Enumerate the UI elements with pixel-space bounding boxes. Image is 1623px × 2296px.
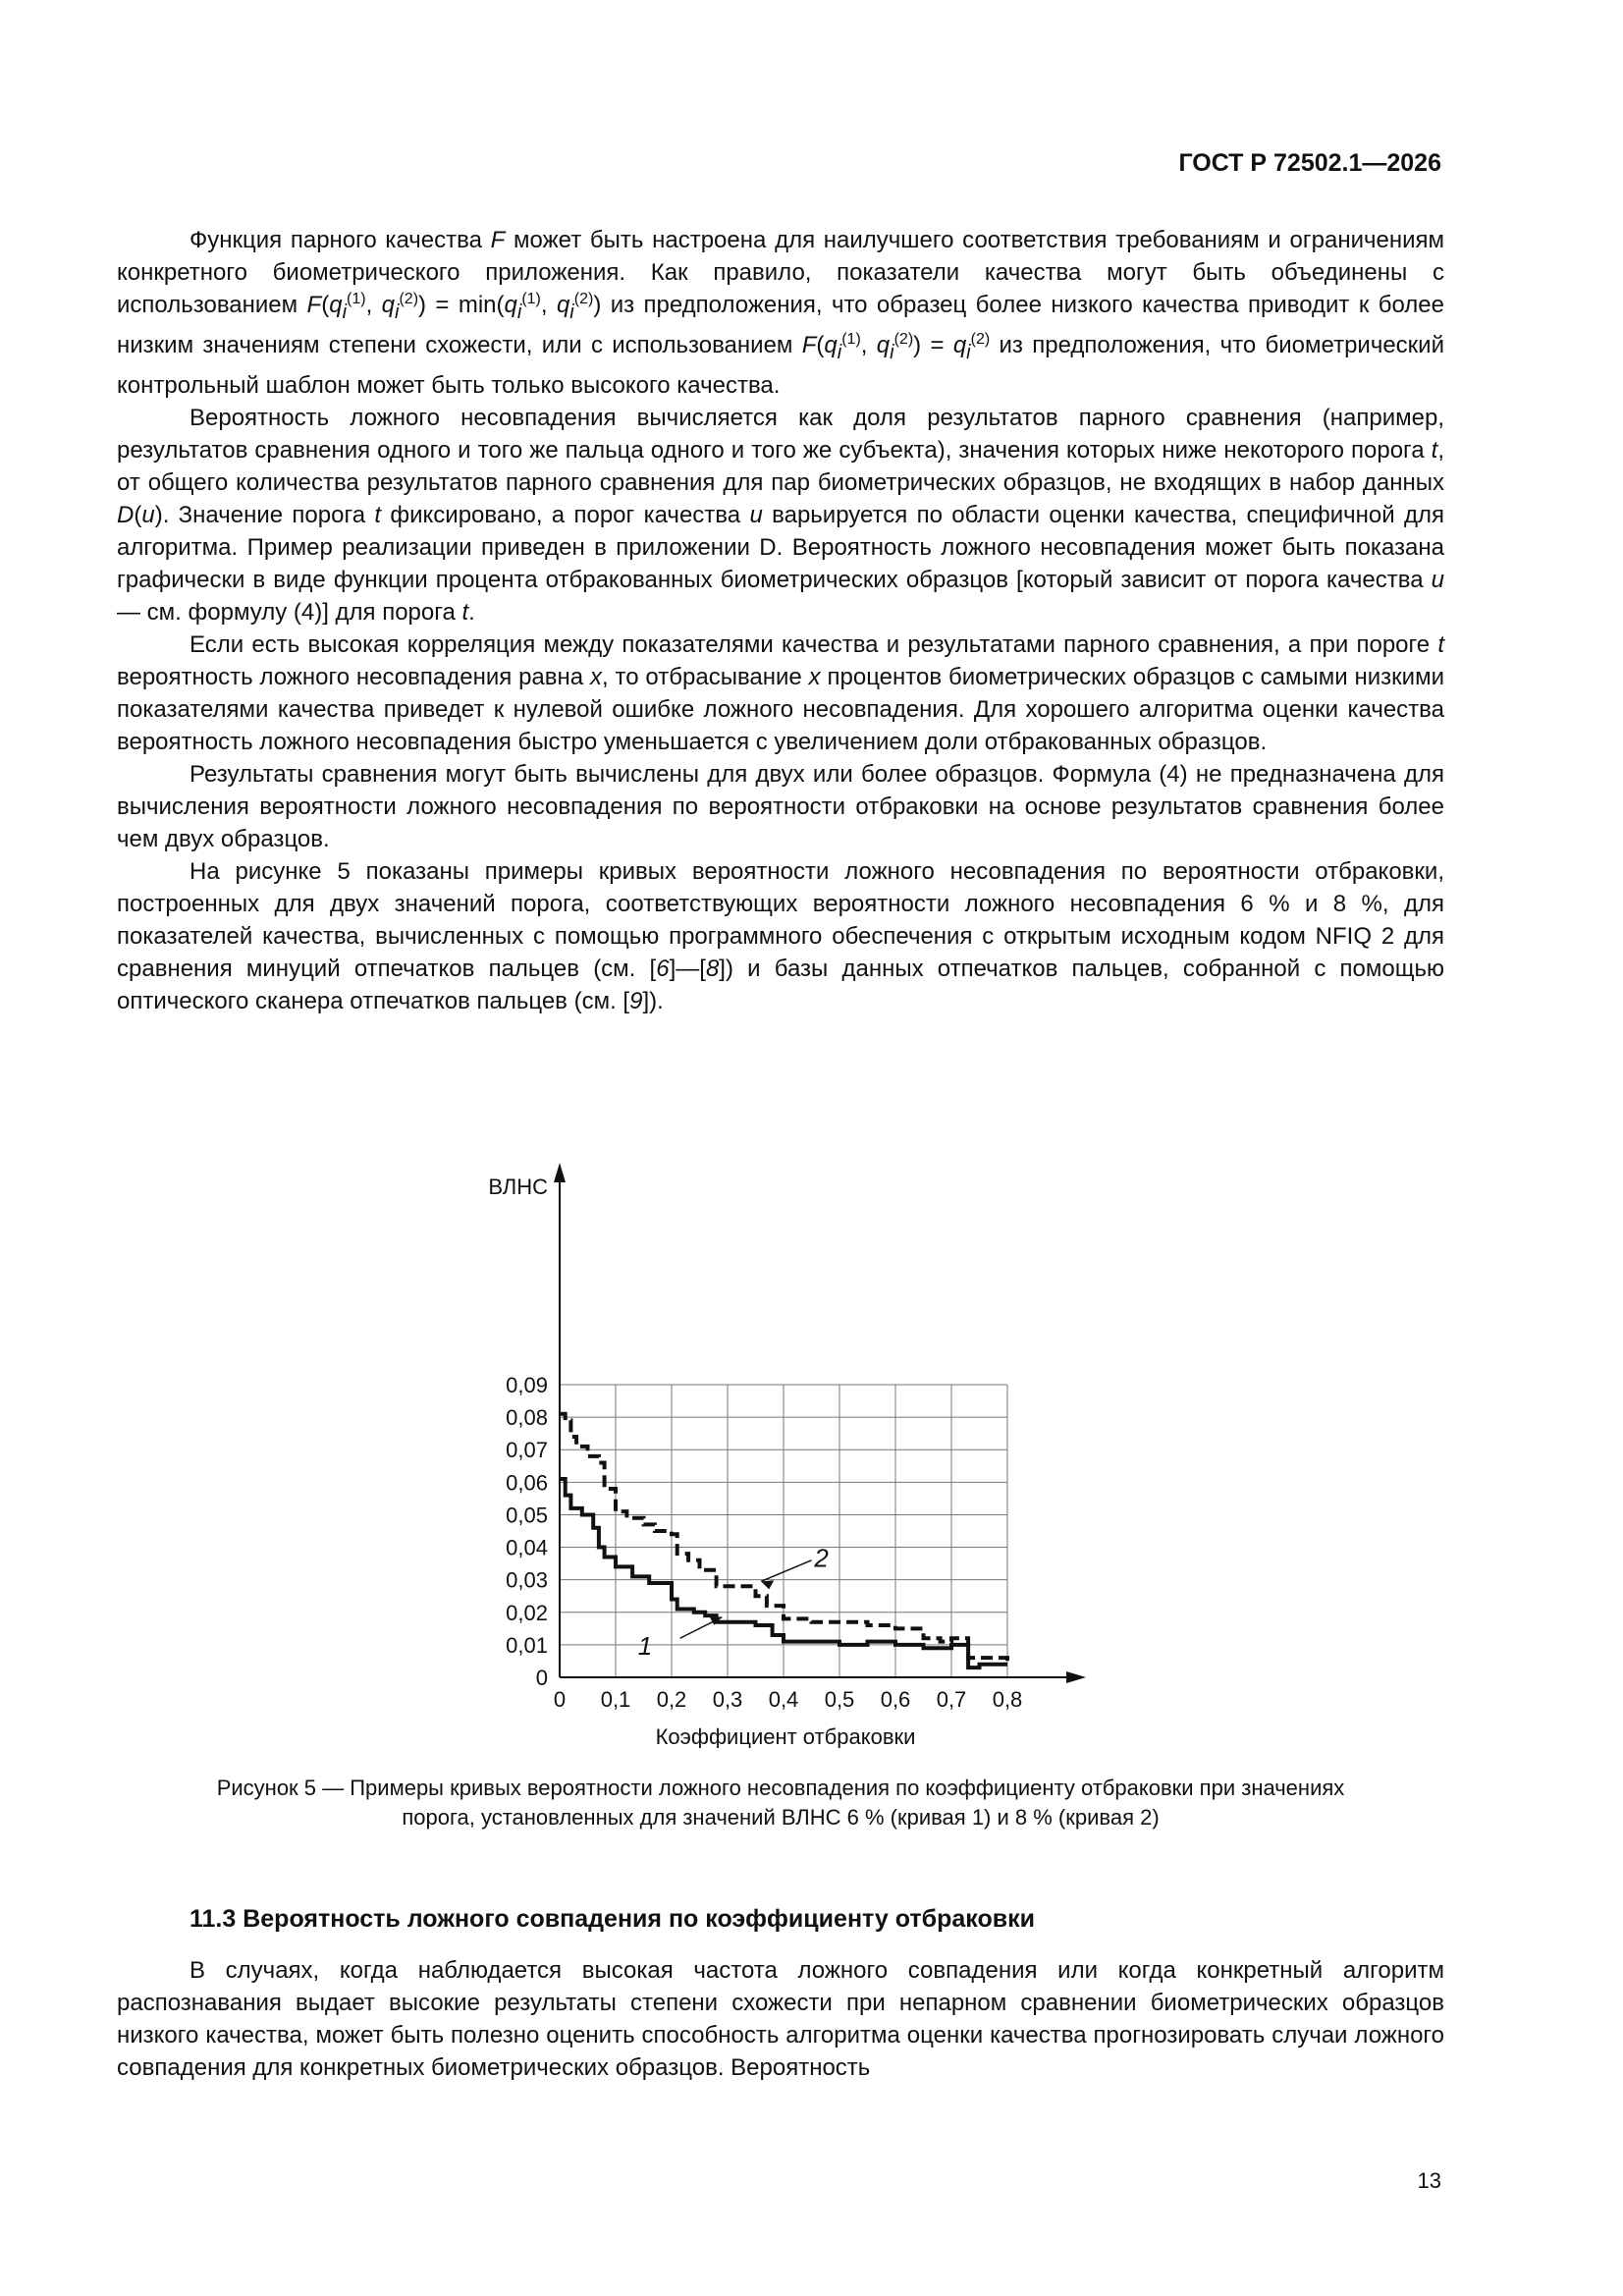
y-tick-label: 0,02 bbox=[506, 1600, 548, 1625]
p1-index-i: i bbox=[837, 341, 842, 363]
paragraph-3 bbox=[117, 629, 1444, 758]
p3-text: процентов биометрических образцов с самыми низкими показателями качества приведет к нулевой ошибке ложного несовпадения. Для хорошего алгоритма оценки качества вероятность ложного несовпадения быстро уменьшается с увеличением доли отбракованных образцов. bbox=[117, 663, 1444, 755]
p1-var-F: F bbox=[306, 292, 322, 318]
frr-chart bbox=[461, 1139, 1109, 1748]
x-tick-label: 0,2 bbox=[656, 1687, 687, 1712]
p2-text: Вероятность ложного несовпадения вычисляется как доля результатов парного сравнения (например, результатов сравнения одного и того же пальца одного и того же субъекта), значения которых ниже некоторого порога bbox=[117, 404, 1444, 464]
paragraph-2 bbox=[117, 402, 1444, 629]
p1-superscript: (1) bbox=[347, 291, 366, 307]
x-tick-label: 0,6 bbox=[880, 1687, 911, 1712]
y-tick-label: 0,04 bbox=[506, 1535, 548, 1560]
x-tick-label: 0,7 bbox=[936, 1687, 967, 1712]
annotation-leader-2 bbox=[761, 1560, 811, 1582]
p1-superscript: (2) bbox=[970, 330, 991, 348]
paragraph-4: Результаты сравнения могут быть вычислены для двух или более образцов. Формула (4) не предназначена для вычисления вероятности ложного несовпадения по вероятности отбраковки на основе результатов сравнения более чем двух образцов. bbox=[117, 760, 1444, 852]
caption-line-1: Рисунок 5 — Примеры кривых вероятности ложного несовпадения по коэффициенту отбраковки при значениях bbox=[216, 1776, 1345, 1800]
paragraph-1 bbox=[117, 224, 1444, 402]
x-tick-label: 0,3 bbox=[712, 1687, 743, 1712]
p1-superscript: (1) bbox=[521, 291, 541, 307]
p1-index-i: i bbox=[342, 301, 348, 323]
p1-text: , bbox=[540, 292, 557, 318]
annotation-arrow-2 bbox=[761, 1580, 774, 1589]
p3-var-x: x bbox=[808, 663, 821, 690]
x-tick-label: 0,4 bbox=[768, 1687, 799, 1712]
annotation-label-1: 1 bbox=[637, 1630, 653, 1661]
figure-caption bbox=[117, 1774, 1444, 1832]
y-tick-label: 0,07 bbox=[506, 1438, 548, 1463]
section-paragraph-1: В случаях, когда наблюдается высокая частота ложного совпадения или когда конкретный алгоритм распознавания выдает высокие результаты степени схожести при непарном сравнении биометрических образцов низкого качества, может быть полезно оценить способность алгоритма оценки качества прогнозировать случаи ложного совпадения для конкретных биометрических образцов. Вероятность bbox=[117, 1957, 1444, 2081]
p1-text: , bbox=[860, 331, 877, 358]
p5-ref: 8 bbox=[705, 955, 720, 982]
p1-text: ( bbox=[816, 331, 825, 358]
p2-var-u: u bbox=[1431, 566, 1444, 593]
p1-var-q: q bbox=[504, 292, 517, 318]
p2-var-u: u bbox=[141, 501, 155, 528]
p1-var-q: q bbox=[876, 331, 891, 358]
y-tick-label: 0,08 bbox=[506, 1405, 548, 1431]
p2-text: ). Значение порога bbox=[154, 501, 375, 528]
p1-text: может быть настроена для наилучшего соответствия требованиям и ограничениям конкретного биометрического приложения. Как правило, показатели качества могут быть объединены с использованием bbox=[117, 227, 1444, 318]
p2-var-D: D bbox=[117, 501, 135, 528]
p1-text: ) = min( bbox=[418, 292, 505, 318]
p1-text: из предположения, что биометрический контрольный шаблон может быть только высокого качества. bbox=[117, 331, 1444, 399]
x-axis-arrow bbox=[1066, 1671, 1086, 1683]
p1-superscript: (1) bbox=[841, 330, 861, 348]
p2-var-u: u bbox=[749, 501, 763, 528]
y-axis-arrow bbox=[554, 1163, 566, 1182]
p1-index-i: i bbox=[966, 341, 971, 363]
x-axis-label: Коэффициент отбраковки bbox=[655, 1724, 916, 1748]
p5-text: ]). bbox=[642, 987, 664, 1014]
p1-var-F: F bbox=[490, 227, 506, 253]
p2-text: . bbox=[468, 598, 475, 626]
p1-text: Функция парного качества bbox=[189, 227, 491, 253]
y-tick-label: 0,09 bbox=[506, 1373, 548, 1397]
p1-superscript: (2) bbox=[399, 291, 419, 307]
y-tick-label: 0,05 bbox=[506, 1503, 548, 1528]
p1-var-q: q bbox=[952, 331, 967, 358]
p1-text: ) из предположения, что образец более низкого качества приводит к более низким значениям степени схожести, или с использованием bbox=[117, 292, 1444, 358]
p3-var-x: x bbox=[589, 663, 602, 690]
p3-var-t: t bbox=[1437, 630, 1444, 658]
p2-text: — см. формулу (4)] для порога bbox=[117, 598, 462, 626]
p1-var-q: q bbox=[329, 292, 343, 318]
p1-var-F: F bbox=[801, 331, 817, 358]
p1-var-q: q bbox=[556, 292, 570, 318]
section-heading: 11.3 Вероятность ложного совпадения по коэффициенту отбраковки bbox=[189, 1905, 1035, 1933]
p3-text: вероятность ложного несовпадения равна bbox=[117, 663, 590, 690]
p5-text: ]) и базы данных отпечатков пальцев, собранной с помощью оптического сканера отпечатков пальцев (см. [ bbox=[117, 955, 1445, 1014]
p5-ref: 9 bbox=[629, 987, 643, 1014]
p1-index-i: i bbox=[890, 341, 894, 363]
x-tick-label: 0,1 bbox=[600, 1687, 631, 1712]
p1-superscript: (2) bbox=[893, 330, 914, 348]
p1-index-i: i bbox=[395, 301, 400, 323]
p2-var-t: t bbox=[1431, 436, 1438, 464]
p5-text: На рисунке 5 показаны примеры кривых вероятности ложного несовпадения по вероятности отбраковки, построенных для двух значений порога, соответствующих вероятности ложного несовпадения 6 % и 8 %, для показателей качества, вычисленных с помощью программного обеспечения с открытым исходным кодом NFIQ 2 для сравнения минуций отпечатков пальцев (см. [ bbox=[117, 857, 1444, 982]
p2-var-t: t bbox=[461, 598, 469, 626]
caption-line-2: порога, установленных для значений ВЛНС 6 % (кривая 1) и 8 % (кривая 2) bbox=[402, 1805, 1160, 1830]
y-tick-label: 0 bbox=[535, 1666, 548, 1690]
p2-var-t: t bbox=[374, 501, 382, 528]
x-tick-label: 0,5 bbox=[824, 1687, 855, 1712]
p1-text: , bbox=[365, 292, 382, 318]
p1-superscript: (2) bbox=[573, 291, 594, 307]
x-tick-label: 0,8 bbox=[992, 1687, 1023, 1712]
p5-ref: 6 bbox=[656, 955, 670, 982]
p2-text: варьируется по области оценки качества, специфичной для алгоритма. Пример реализации приведен в приложении D. Вероятность ложного несовпадения может быть показана графически в виде функции процента отбракованных биометрических образцов [который зависит от порога качества bbox=[117, 501, 1444, 593]
intro-text bbox=[117, 224, 1444, 1017]
p5-text: ]—[ bbox=[669, 955, 706, 982]
paragraph-5 bbox=[117, 855, 1444, 1017]
document-id: ГОСТ Р 72502.1—2026 bbox=[1178, 149, 1441, 177]
p2-text: фиксировано, а порог качества bbox=[381, 501, 750, 528]
p1-index-i: i bbox=[516, 301, 522, 323]
p1-text: ( bbox=[321, 292, 330, 318]
y-tick-label: 0,01 bbox=[506, 1632, 548, 1658]
p1-var-q: q bbox=[824, 331, 838, 358]
p1-text: ) = bbox=[913, 331, 953, 358]
y-tick-label: 0,03 bbox=[506, 1567, 548, 1593]
x-tick-label: 0 bbox=[553, 1687, 567, 1712]
p2-text: ( bbox=[134, 501, 142, 528]
p1-var-q: q bbox=[381, 292, 396, 318]
annotation-label-2: 2 bbox=[814, 1543, 829, 1573]
y-tick-label: 0,06 bbox=[506, 1470, 548, 1496]
page-number: 13 bbox=[1417, 2168, 1441, 2193]
p1-index-i: i bbox=[569, 301, 574, 323]
y-axis-label: ВЛНС bbox=[488, 1175, 548, 1199]
p2-text: , от общего количества результатов парного сравнения для пар биометрических образцов, не входящих в набор данных bbox=[117, 436, 1444, 496]
p3-text: , то отбрасывание bbox=[601, 663, 809, 690]
section-text bbox=[117, 1954, 1444, 2084]
p3-text: Если есть высокая корреляция между показателями качества и результатами парного сравнения, а при пороге bbox=[189, 630, 1438, 658]
